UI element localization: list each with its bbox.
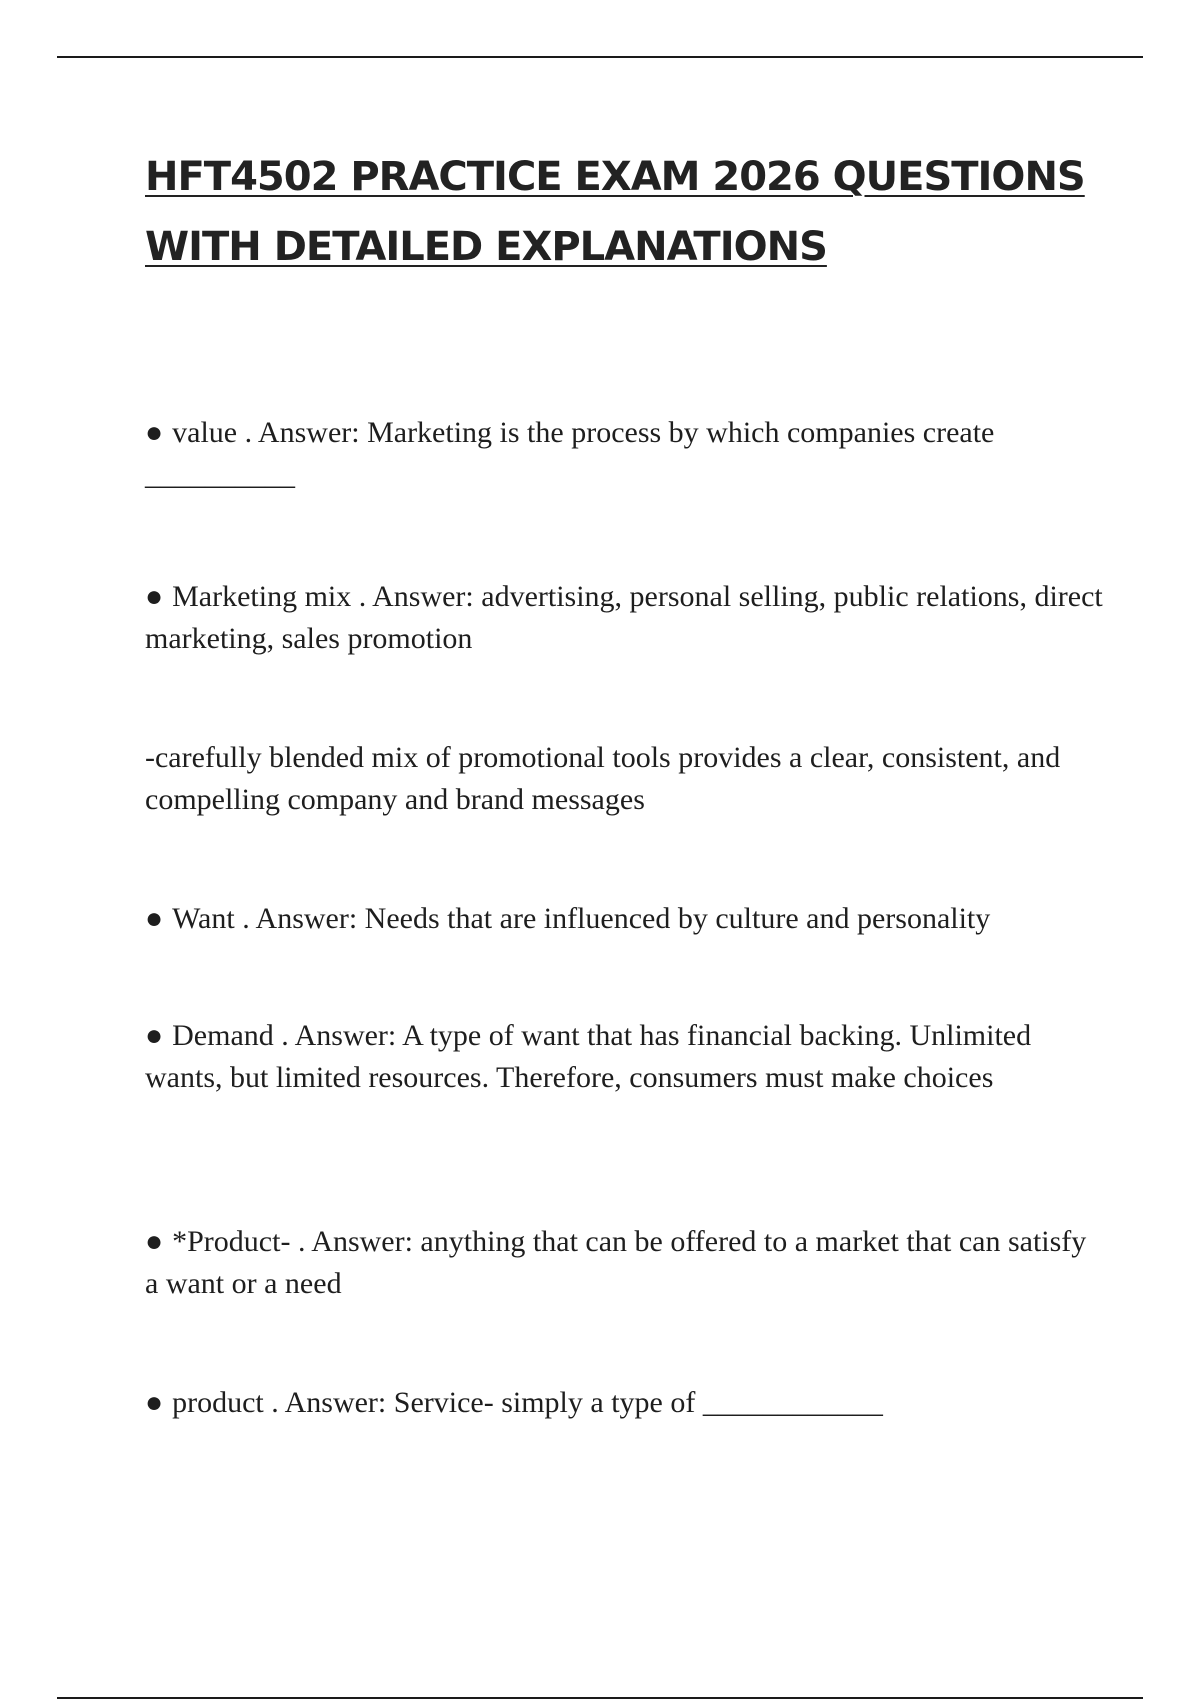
entry-text: value . Answer: Marketing is the process by which companies create __________ — [145, 416, 995, 491]
entry-text: Want . Answer: Needs that are influenced by culture and personality — [172, 902, 991, 935]
qa-entry-want — [145, 898, 1105, 940]
qa-entry-demand — [145, 1015, 1105, 1099]
explanation-paragraph — [145, 737, 1105, 821]
bullet-icon: ● — [145, 902, 164, 935]
entry-text: Marketing mix . Answer: advertising, personal selling, public relations, direct marketing, sales promotion — [145, 580, 1103, 655]
entry-text: -carefully blended mix of promotional tools provides a clear, consistent, and compelling company and brand messages — [145, 741, 1061, 816]
qa-entry-service — [145, 1382, 1105, 1424]
qa-entry-product — [145, 1221, 1105, 1305]
bottom-rule — [57, 1697, 1143, 1699]
document-title: HFT4502 PRACTICE EXAM 2026 QUESTIONS WITH DETAILED EXPLANATIONS — [145, 154, 1085, 270]
bullet-icon: ● — [145, 580, 164, 613]
entry-text: Demand . Answer: A type of want that has financial backing. Unlimited wants, but limited resources. Therefore, consumers must make choices — [145, 1019, 1032, 1094]
top-rule — [57, 56, 1143, 58]
bullet-icon: ● — [145, 1225, 164, 1258]
qa-entry-value — [145, 412, 1105, 496]
entry-text: product . Answer: Service- simply a type of ____________ — [172, 1386, 883, 1419]
qa-entry-marketing-mix — [145, 576, 1105, 660]
bullet-icon: ● — [145, 416, 164, 449]
bullet-icon: ● — [145, 1019, 164, 1052]
entry-text: *Product- . Answer: anything that can be offered to a market that can satisfy a want or a need — [145, 1225, 1087, 1300]
bullet-icon: ● — [145, 1386, 164, 1419]
